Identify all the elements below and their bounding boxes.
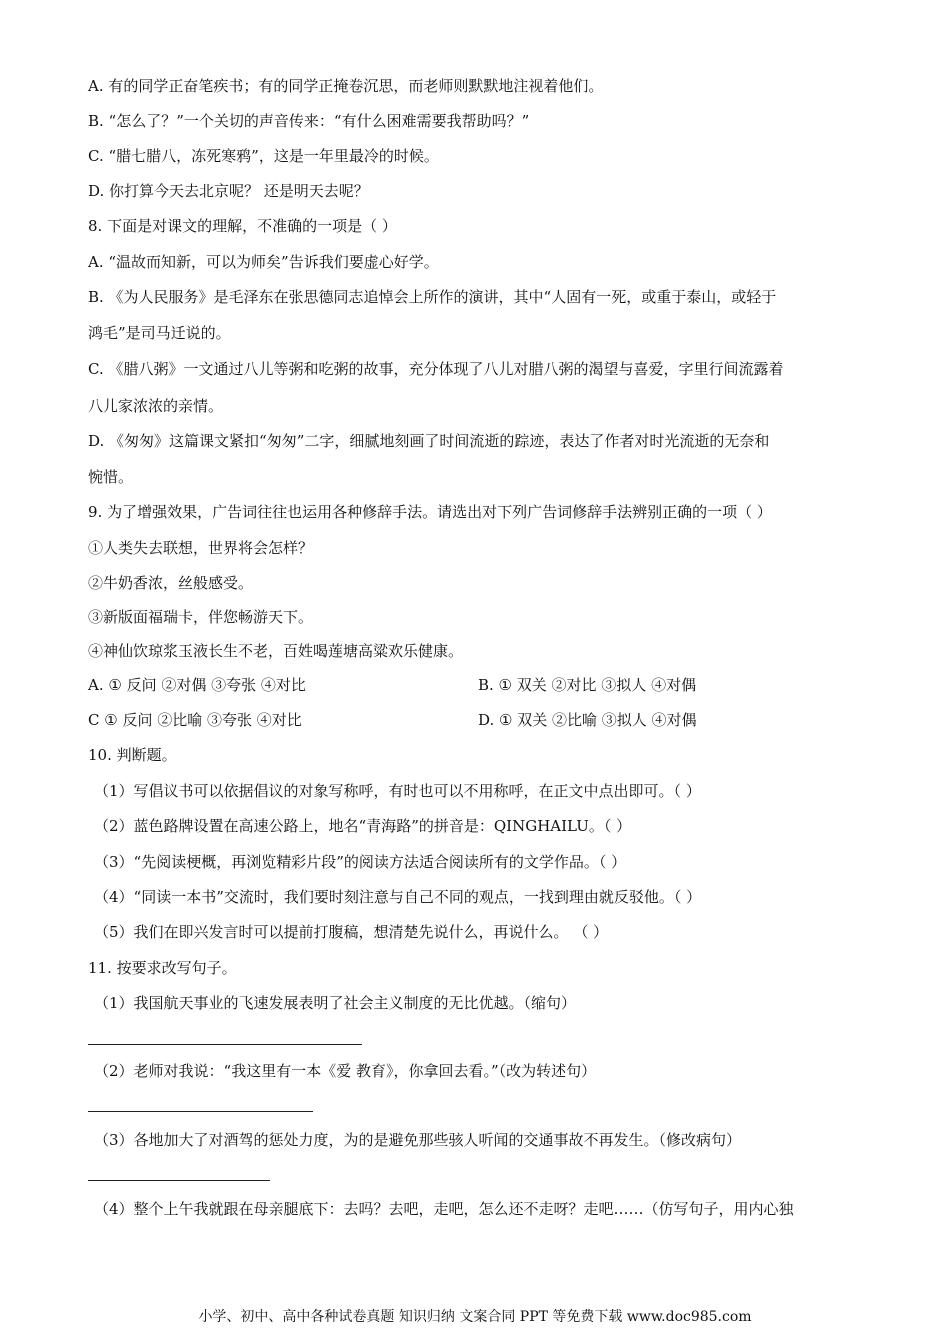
q8-option-b-line2: 鸿毛”是司马迁说的。 <box>88 324 231 342</box>
q10-item-3: （3）“先阅读梗概，再浏览精彩片段”的阅读方法适合阅读所有的文学作品。（ ） <box>94 853 627 871</box>
page-footer: 小学、初中、高中各种试卷真题 知识归纳 文案合同 PPT 等免费下载 www.doc985.com <box>198 1309 752 1325</box>
q10-item-1: （1）写倡议书可以依据倡议的对象写称呼，有时也可以不用称呼，在正文中点出即可。（ ） <box>94 782 701 800</box>
q7-option-d: D. 你打算今天去北京呢？ 还是明天去呢？ <box>88 182 369 200</box>
q9-option-c: C ① 反问 ②比喻 ③夸张 ④对比 <box>88 711 302 729</box>
q8-option-a: A. “温故而知新，可以为师矣”告诉我们要虚心好学。 <box>88 253 439 271</box>
q11-answer-line-2[interactable] <box>88 1111 313 1112</box>
q11-item-3: （3）各地加大了对酒驾的惩处力度，为的是避免那些骇人听闻的交通事故不再发生。（修改病句） <box>94 1131 742 1149</box>
q11-item-4: （4）整个上午我就跟在母亲腿底下：去吗？去吧，走吧，怎么还不走呀？走吧……（仿写句子，用内心独 <box>94 1200 794 1218</box>
q8-option-c-line2: 八儿家浓浓的亲情。 <box>88 397 224 415</box>
q9-ad-4: ④神仙饮琼浆玉液长生不老，百姓喝莲塘高粱欢乐健康。 <box>88 642 464 660</box>
q7-option-c: C. “腊七腊八，冻死寒鸦”，这是一年里最冷的时候。 <box>88 147 439 165</box>
q11-answer-line-3[interactable] <box>88 1180 270 1181</box>
q11-item-2: （2）老师对我说：“我这里有一本《爱 教育》，你拿回去看。”（改为转述句） <box>94 1062 597 1080</box>
q9-ad-3: ③新版面福瑞卡，伴您畅游天下。 <box>88 608 314 626</box>
q10-item-2: （2）蓝色路牌设置在高速公路上，地名“青海路”的拼音是：QINGHAILU。（ ） <box>94 817 632 835</box>
q10-item-5: （5）我们在即兴发言时可以提前打腹稿，想清楚先说什么，再说什么。 （ ） <box>94 923 609 941</box>
q9-option-b: B. ① 双关 ②对比 ③拟人 ④对偶 <box>478 676 697 694</box>
q8-option-d-line1: D. 《匆匆》这篇课文紧扣“匆匆”二字，细腻地刻画了时间流逝的踪迹，表达了作者对时光流逝的无奈和 <box>88 432 770 450</box>
q10-stem: 10. 判断题。 <box>88 746 177 764</box>
q11-stem: 11. 按要求改写句子。 <box>88 959 237 977</box>
q9-option-d: D. ① 双关 ②比喻 ③拟人 ④对偶 <box>478 711 697 729</box>
q9-ad-1: ①人类失去联想，世界将会怎样？ <box>88 539 314 557</box>
q11-answer-line-1[interactable] <box>88 1044 362 1045</box>
q11-item-1: （1）我国航天事业的飞速发展表明了社会主义制度的无比优越。（缩句） <box>94 994 577 1012</box>
q9-stem: 9. 为了增强效果，广告词往往也运用各种修辞手法。请选出对下列广告词修辞手法辨别正确的一项（ ） <box>88 503 772 521</box>
q10-item-4: （4）“同读一本书”交流时，我们要时刻注意与自己不同的观点，一找到理由就反驳他。（ ） <box>94 888 702 906</box>
q9-option-a: A. ① 反问 ②对偶 ③夸张 ④对比 <box>88 676 306 694</box>
q7-option-b: B. “怎么了？”一个关切的声音传来：“有什么困难需要我帮助吗？” <box>88 112 530 130</box>
q8-option-d-line2: 惋惜。 <box>88 468 134 486</box>
q8-option-c-line1: C. 《腊八粥》一文通过八儿等粥和吃粥的故事，充分体现了八儿对腊八粥的渴望与喜爱，字里行间流露着 <box>88 360 784 378</box>
q9-ad-2: ②牛奶香浓，丝般感受。 <box>88 574 254 592</box>
q8-stem: 8. 下面是对课文的理解，不准确的一项是（ ） <box>88 217 397 235</box>
q7-option-a: A. 有的同学正奋笔疾书；有的同学正掩卷沉思，而老师则默默地注视着他们。 <box>88 77 604 95</box>
q8-option-b-line1: B. 《为人民服务》是毛泽东在张思德同志追悼会上所作的演讲，其中“人固有一死，或重于泰山，或轻于 <box>88 288 777 306</box>
